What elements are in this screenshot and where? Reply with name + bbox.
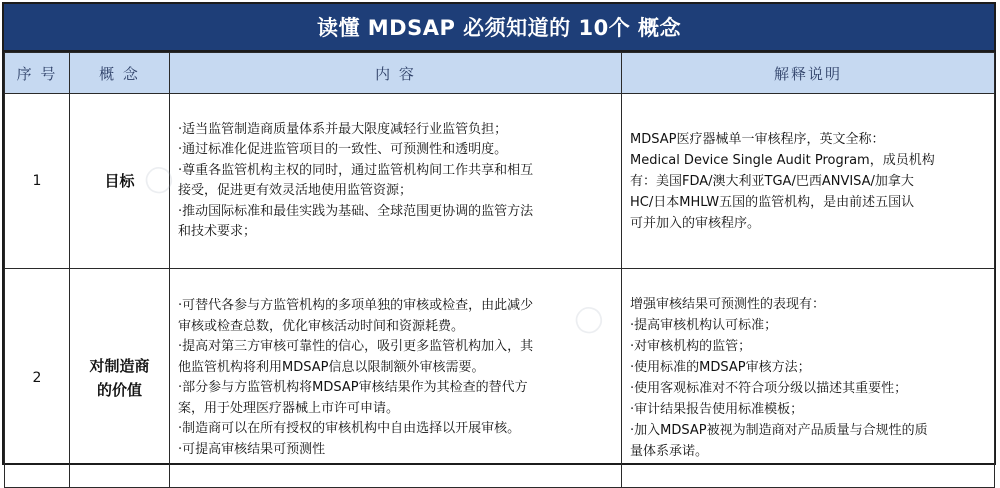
content-line: ·通过标准化促进监管项目的一致性、可预测性和透明度。: [178, 142, 508, 157]
row-concept: [70, 94, 170, 269]
row-explanation: [622, 94, 995, 269]
explain-line: 有：美国FDA/澳大利亚TGA/巴西ANVISA/加拿大: [630, 173, 914, 189]
document-frame: [2, 2, 996, 465]
content-line: ·适当监管制造商质量体系并最大限度减轻行业监管负担；: [178, 121, 508, 137]
concept-line: 的价值: [96, 381, 142, 399]
content-line: ·提高对第三方审核可靠性的信心，吸引更多监管机构加入，其: [178, 339, 534, 354]
content-line: 接受，促进更有效灵活地使用监管资源；: [178, 183, 413, 198]
header-seq: 序 号: [5, 53, 70, 94]
content-line: ·尊重各监管机构主权的同时，通过监管机构间工作共享和相互: [178, 162, 534, 178]
header-explain: 解释说明: [622, 53, 995, 94]
concept-line: 对制造商: [89, 357, 150, 375]
row-content: [170, 269, 622, 488]
concept-table: [4, 52, 995, 488]
concept-line: 目标: [104, 172, 135, 190]
content-line: ·部分参与方监管机构将MDSAP审核结果作为其检查的替代方: [178, 380, 528, 395]
content-line: 他监管机构将利用MDSAP信息以限制额外审核需要。: [178, 359, 485, 375]
explain-line: HC/日本MHLW五国的监管机构，是由前述五国认: [630, 194, 915, 210]
table-row: [5, 94, 995, 269]
explain-line: 增强审核结果可预测性的表现有：: [630, 297, 826, 312]
content-line: ·可提高审核结果可预测性: [178, 441, 326, 457]
content-line: 审核或检查总数，优化审核活动时间和资源耗费。: [178, 318, 465, 334]
content-line: 案，用于处理医疗器械上市许可申请。: [178, 400, 400, 416]
watermark-shape: ◯: [570, 300, 608, 338]
explain-line: ·审计结果报告使用标准模板；: [630, 402, 804, 417]
row-number: 1: [5, 94, 70, 269]
explain-line: ·提高审核机构认可标准；: [630, 318, 778, 333]
row-explanation: [622, 269, 995, 488]
content-line: ·可替代各参与方监管机构的多项单独的审核或检查，由此减少: [178, 298, 534, 313]
table-row: [5, 269, 995, 488]
content-line: 和技术要求；: [178, 224, 257, 239]
explain-line: Medical Device Single Audit Program，成员机构: [630, 152, 935, 168]
table-header-row: [5, 53, 995, 94]
explain-line: 可并加入的审核程序。: [630, 215, 761, 231]
header-content: 内 容: [170, 53, 622, 94]
content-line: ·制造商可以在所有授权的审核机构中自由选择以开展审核。: [178, 421, 521, 436]
explain-line: MDSAP医疗器械单一审核程序，英文全称：: [630, 131, 885, 147]
explain-line: ·使用标准的MDSAP审核方法；: [630, 360, 811, 375]
header-concept: 概 念: [70, 53, 170, 94]
watermark-shape: ◯: [140, 160, 178, 198]
row-number: 2: [5, 269, 70, 488]
explain-line: 量体系承诺。: [630, 444, 709, 459]
row-concept: [70, 269, 170, 488]
row-content: [170, 94, 622, 269]
explain-line: ·使用客观标准对不符合项分级以描述其重要性；: [630, 381, 908, 396]
content-line: ·推动国际标准和最佳实践为基础、全球范围更协调的监管方法: [178, 203, 534, 219]
explain-line: ·加入MDSAP被视为制造商对产品质量与合规性的质: [630, 423, 928, 438]
page-title: 读懂 MDSAP 必须知道的 10个 概念: [4, 4, 994, 52]
explain-line: ·对审核机构的监管；: [630, 339, 752, 354]
